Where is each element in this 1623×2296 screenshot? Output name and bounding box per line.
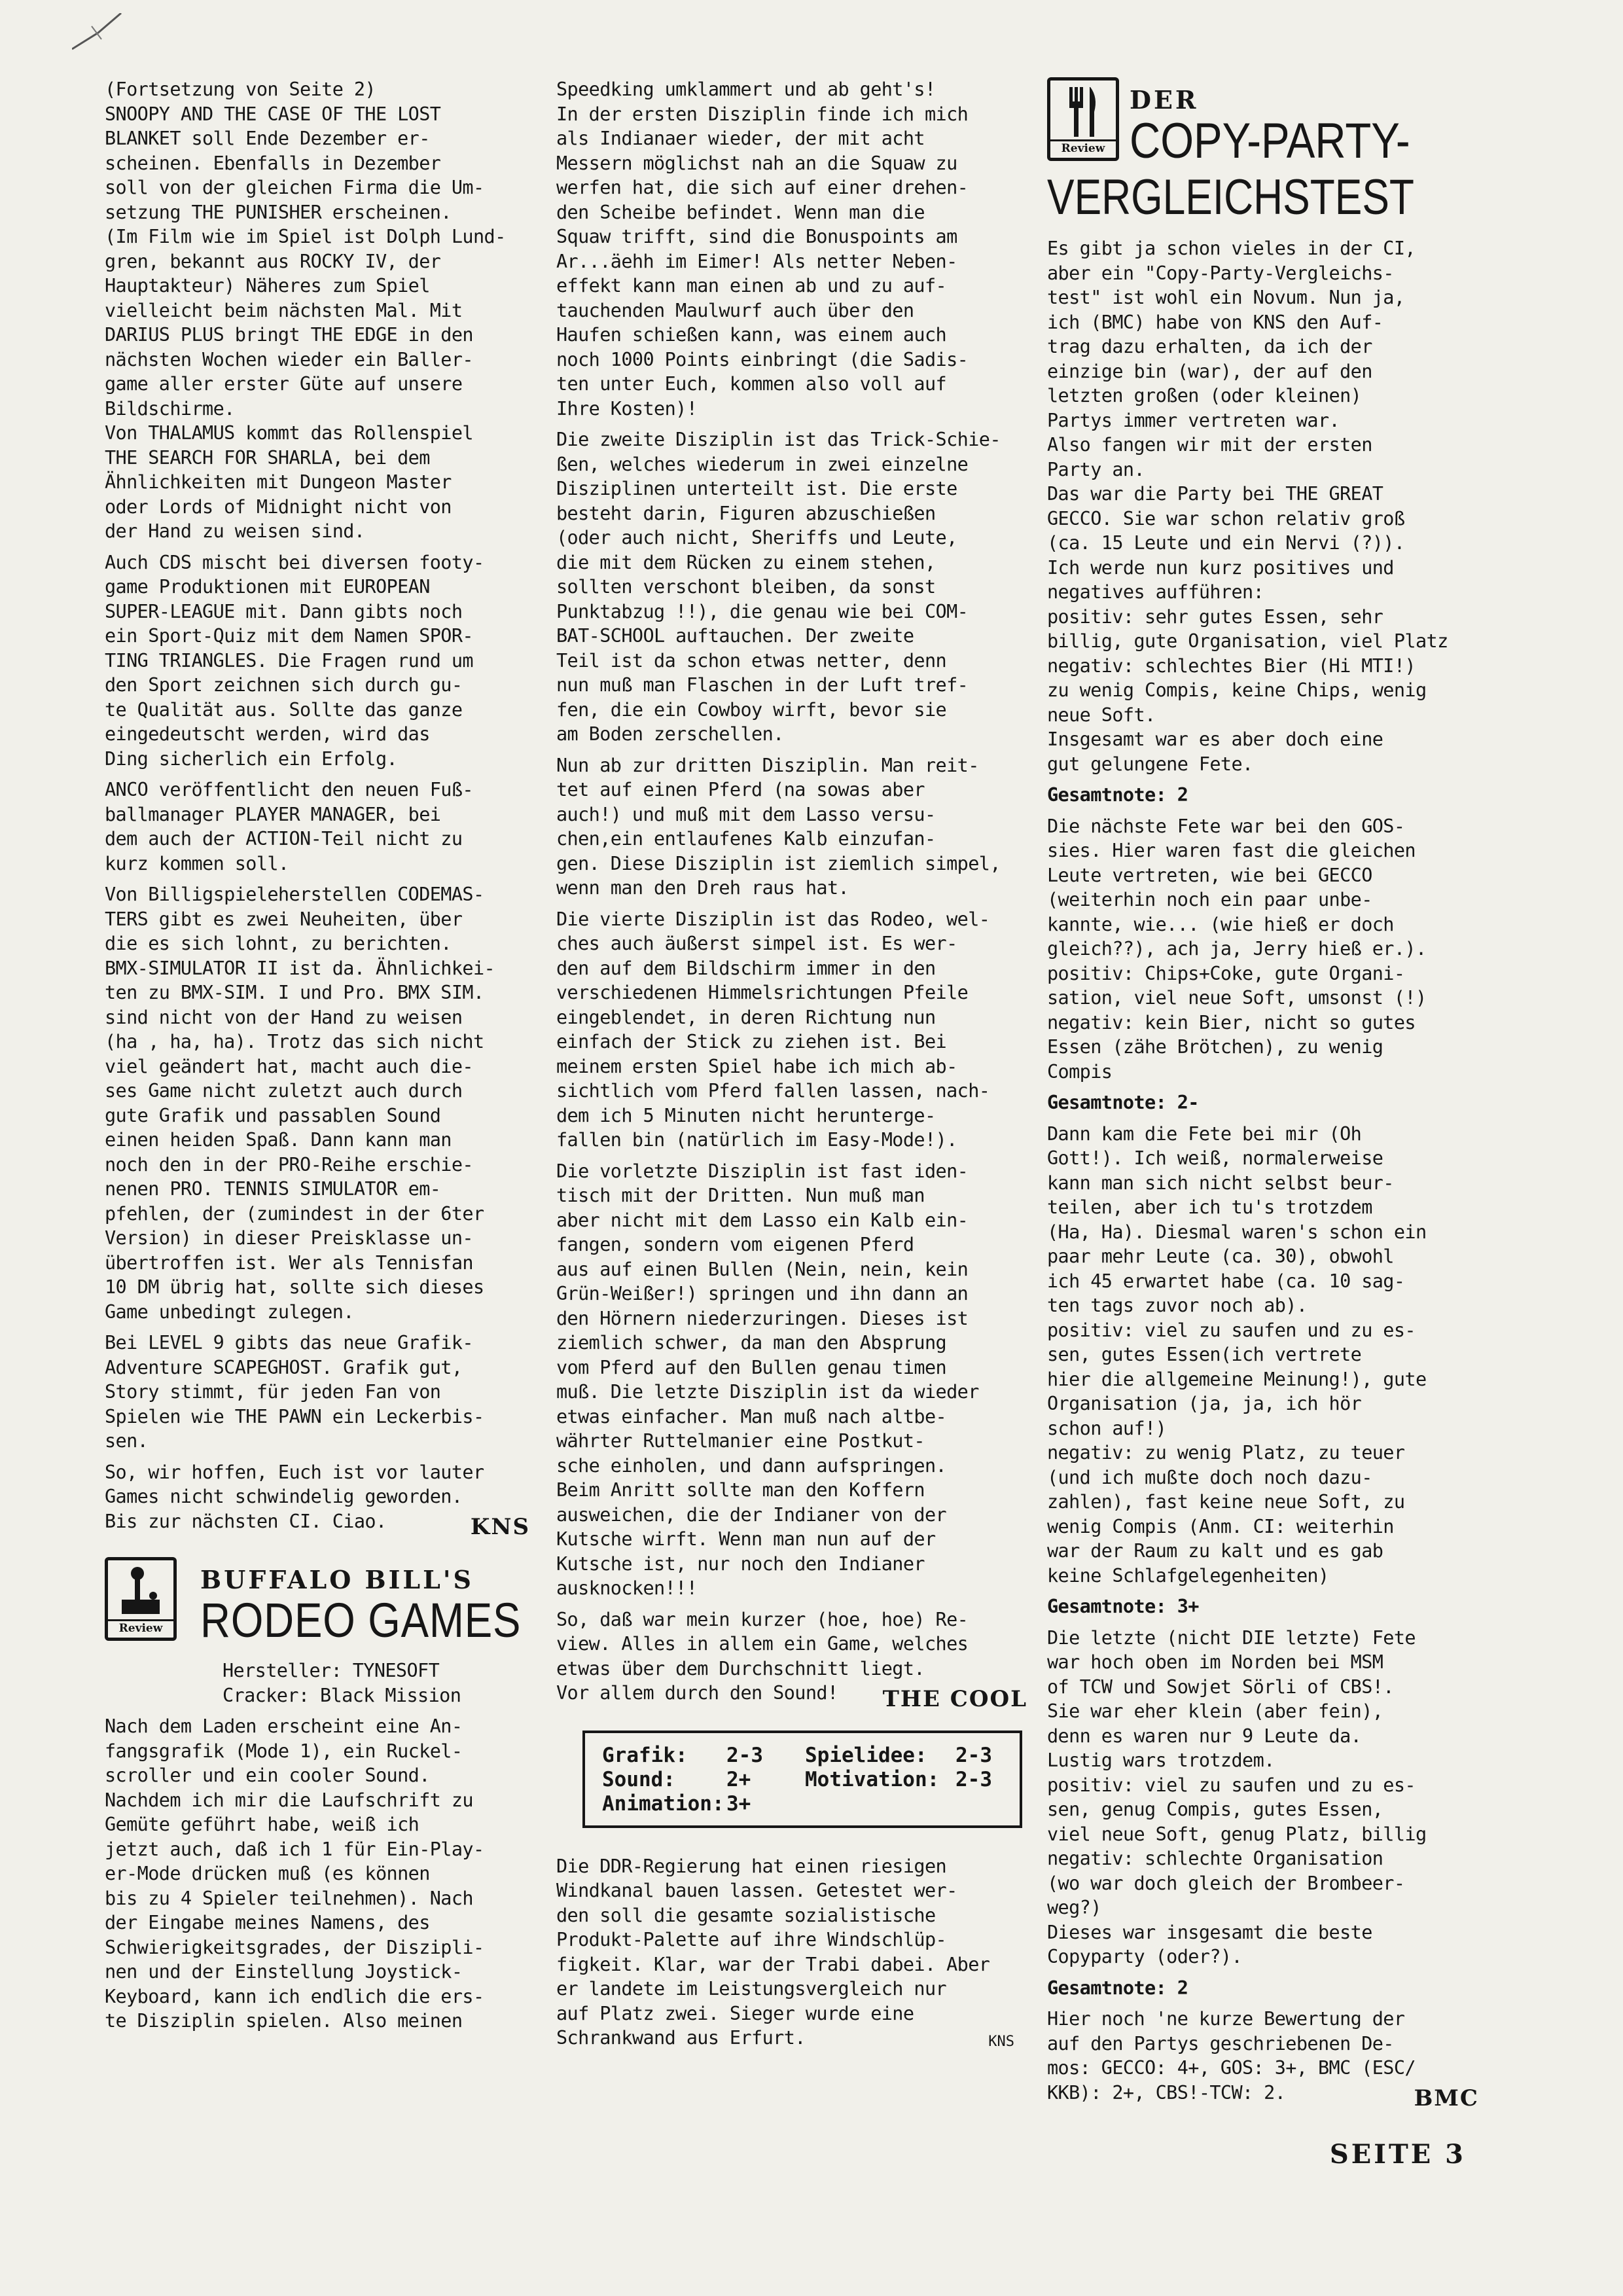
rating-animation-value: 3+ [726, 1791, 751, 1816]
rodeo-discipline-1: Speedking umklammert und ab geht's! In der ersten Disziplin finde ich mich als Indianaer wieder, der mit acht Messern möglichst nah an die Squaw zu werfen hat, die sich auf einer drehen- den Scheibe befindet. Wenn man die Squaw trifft, sind die Bonuspoints am Ar...äehh im Eimer! Als netter Neben- effekt kann man einen ab und zu auf- tauchenden Maulwurf auch über den Haufen schießen kann, was einem auch noch 1000 Points einbringt (die Sadis- ten unter Euch, kommen also voll auf Ihre Kosten)! [556, 79, 969, 420]
news-anco-text: ANCO veröffentlicht den neuen Fuß- ballmanager PLAYER MANAGER, bei dem auch der ACTION-Teil nicht zu kurz kommen soll. [105, 779, 473, 874]
rating-sound-value: 2+ [726, 1767, 751, 1791]
rodeo-review-header [105, 1557, 530, 1647]
rating-sound-label: Sound: [602, 1767, 675, 1791]
party-msm-text: Die letzte (nicht DIE letzte) Fete war hoch oben im Norden bei MSM of TCW und Sowjet Sörli of CBS!. Sie war eher klein (aber fein), denn es waren nur 9 Leute da. Lustig wars trotzdem. positiv: viel zu saufen und zu es- sen, genug Compis, gutes Essen, viel neue Soft, genug Platz, billig negativ: schlechte Organisation (wo war doch gleich der Brombeer- weg?) Dieses war insgesamt die beste Copyparty (oder?). [1047, 1626, 1427, 1967]
rating-motivation-value: 2-3 [955, 1767, 992, 1791]
signature-the-cool: THE COOL [882, 1685, 1027, 1712]
party-gos-text: Die nächste Fete war bei den GOS- sies. Hier waren fast die gleichen Leute vertreten, wie bei GECCO (weiterhin noch ein paar unbe- kannte, wie... (wie hieß er doch gleich??), ach ja, Jerry hieß er.). positiv: Chips+Coke, gute Organi- sation, viel neue Soft, umsonst (!) negativ: kein Bier, nicht so gutes Essen (zähe Brötchen), zu wenig Compis [1047, 815, 1427, 1083]
rodeo-title-block [200, 1557, 573, 1647]
news-thalamus-text: (Fortsetzung von Seite 2) SNOOPY AND THE CASE OF THE LOST BLANKET soll Ende Dezember er- scheinen. Ebenfalls in Dezember soll von der gleichen Firma die Um- setzung THE PUNISHER erscheinen. (Im Film wie im Spiel ist Dolph Lund- gren, bekannt aus ROCKY IV, der Hauptakteur) Näheres zum Spiel vielleicht beim nächsten Mal. Mit DARIUS PLUS bringt THE EDGE in den nächsten Wochen wieder ein Baller- game aller erster Güte auf unsere Bildschirme. Von THALAMUS kommt das Rollenspiel THE SEARCH FOR SHARLA, bei dem Ähnlichkeiten mit Dungeon Master oder Lords of Midnight nicht von der Hand zu weisen sind. [105, 79, 506, 542]
joystick-icon [118, 1564, 164, 1619]
copy-party-title-line1: COPY-PARTY- [1130, 113, 1410, 169]
rodeo-discipline-3: Nun ab zur dritten Disziplin. Man reit- tet auf einen Pferd (na sowas aber auch!) und muß mit dem Lasso versu- chen,ein entlaufenes Kalb einzufan- gen. Diese Disziplin ist ziemlich simpel, wenn man den Dreh raus hat. [556, 754, 1001, 899]
rating-spielidee-value: 2-3 [955, 1743, 992, 1767]
column-right [1047, 77, 1479, 2128]
party-gecco-text: Es gibt ja schon vieles in der CI, aber ein "Copy-Party-Vergleichs- test" ist wohl ein Novum. Nun ja, ich (BMC) habe von KNS den Auf- trag dazu erhalten, da ich der einzige bin (war), der auf den letzten großen (oder kleinen) Partys immer vertreten war. Also fangen wir mit der ersten Party an. Das war die Party bei THE GREAT GECCO. Sie war schon relativ groß (ca. 15 Leute und ein Nervi (?)). Ich werde nun kurz positives und negatives aufführen: positiv: sehr gutes Essen, sehr billig, gute Organisation, viel Platz negativ: schlechtes Bier (Hi MTI!) zu wenig Compis, keine Chips, wenig neue Soft. Insgesamt war es aber doch eine gut gelungene Fete. [1047, 238, 1448, 775]
review-joystick-logo [105, 1557, 177, 1641]
rating-motivation-label: Motivation: [805, 1767, 940, 1791]
rating-grafik-value: 2-3 [726, 1743, 763, 1767]
rating-animation-label: Animation: [602, 1791, 724, 1816]
rodeo-kicker: BUFFALO BILL'S [200, 1565, 474, 1594]
grade-gecco: Gesamtnote: 2 [1047, 784, 1188, 806]
page-number: SEITE 3 [1329, 2139, 1466, 2170]
signature-bmc: BMC [1414, 2085, 1479, 2111]
grade-msm: Gesamtnote: 2 [1047, 1977, 1188, 1999]
ratings-row [602, 1792, 1003, 1816]
ratings-box [582, 1731, 1022, 1828]
review-cutlery-logo [1047, 77, 1119, 161]
rating-grafik-label: Grafik: [602, 1743, 688, 1767]
rodeo-review-text: Nach dem Laden erscheint eine An- fangsgrafik (Mode 1), ein Ruckel- scroller und ein cooler Sound. Nachdem ich mir die Laufschrift zu Gemüte geführt habe, weiß ich jetzt auch, daß ich 1 für Ein-Play- er-Mode drücken muß (es können bis zu 4 Spieler teilnehmen). Nach der Eingabe meines Namens, des Schwierigkeitsgrades, der Diszipli- nen und der Einstellung Joystick- Keyboard, kann ich endlich die ers- te Disziplin spielen. Also meinen [105, 1715, 484, 2032]
party-bmc-text: Dann kam die Fete bei mir (Oh Gott!). Ich weiß, normalerweise kann man sich nicht selbst beur- teilen, aber ich tu's trotzdem (Ha, Ha). Diesmal waren's schon ein paar mehr Leute (ca. 30), obwohl ich 45 erwartet habe (ca. 10 sag- ten tags zuvor noch ab). positiv: viel zu saufen und zu es- sen, gutes Essen(ich vertrete hier die allgemeine Meinung!), gute Organisation (ja, ja, ich hör schon auf!) negativ: zu wenig Platz, zu teuer (und ich mußte doch noch dazu- zahlen), fast keine neue Soft, zu wenig Compis (Anm. CI: weiterhin war der Raum zu kalt und es gab keine Schlafgelegenheiten) [1047, 1122, 1427, 1587]
ratings-row [602, 1768, 1003, 1792]
grade-bmc: Gesamtnote: 3+ [1047, 1596, 1199, 1617]
signature-kns-small: KNS [988, 2033, 1014, 2050]
cutlery-icon [1060, 84, 1106, 139]
rodeo-title: RODEO GAMES [200, 1593, 522, 1647]
news-closing-text: So, wir hoffen, Euch ist vor lauter Games nicht schwindelig geworden. Bis zur nächsten CI. Ciao. [105, 1461, 484, 1532]
news-cds-text: Auch CDS mischt bei diversen footy- game Produktionen mit EUROPEAN SUPER-LEAGUE mit. Dann gibts noch ein Sport-Quiz mit dem Namen SPOR- TING TRIANGLES. Die Fragen rund um den Sport zeichnen sich durch gu- te Qualität aus. Sollte das ganze eingedeutscht werden, wird das Ding sicherlich ein Erfolg. [105, 551, 484, 770]
news-level9-text: Bei LEVEL 9 gibts das neue Grafik- Adventure SCAPEGHOST. Grafik gut, Story stimmt, für jeden Fan von Spielen wie THE PAWN ein Leckerbis- sen. [105, 1332, 484, 1452]
column-middle [556, 77, 1027, 2050]
demo-ratings-text: Hier noch 'ne kurze Bewertung der auf den Partys geschriebenen De- mos: GECCO: 4+, GOS: 3+, BMC (ESC/ KKB): 2+, CBS!-TCW: 2. [1047, 2008, 1416, 2104]
rodeo-credits: Hersteller: TYNESOFT Cracker: Black Mission [223, 1660, 461, 1706]
rating-spielidee-label: Spielidee: [805, 1743, 927, 1767]
review-label: Review [108, 1619, 173, 1635]
grade-gos: Gesamtnote: 2- [1047, 1092, 1199, 1113]
ddr-joke-text: Die DDR-Regierung hat einen riesigen Windkanal bauen lassen. Getestet wer- den soll die gesamte sozialistische Produkt-Palette auf ihre Windschlüp- figkeit. Klar, war der Trabi dabei. Aber er landete im Leistungsvergleich nur auf Platz zwei. Sieger wurde eine Schrankwand aus Erfurt. [556, 1855, 990, 2049]
review-label: Review [1050, 139, 1116, 155]
news-codemasters-text: Von Billigspieleherstellen CODEMAS- TERS gibt es zwei Neuheiten, über die es sich lohnt, zu berichten. BMX-SIMULATOR II ist da. Ähnlichkei- ten zu BMX-SIM. I und Pro. BMX SIM. sind nicht von der Hand zu weisen (ha , ha, ha). Trotz das sich nicht viel geändert hat, macht auch die- ses Game nicht zuletzt auch durch gute Grafik und passablen Sound einen heiden Spaß. Dann kann man noch den in der PRO-Reihe erschie- nenen PRO. TENNIS SIMULATOR em- pfehlen, der (zumindest in der 6ter Version) in dieser Preisklasse un- übertroffen ist. Wer als Tennisfan 10 DM übrig hat, sollte sich dieses Game unbedingt zulegen. [105, 884, 495, 1323]
rodeo-discipline-5: Die vorletzte Disziplin ist fast iden- tisch mit der Dritten. Nun muß man aber nicht mit dem Lasso ein Kalb ein- fangen, sondern vom eigenen Pferd aus auf einen Bullen (Nein, nein, kein Grün-Weißer!) springen und ihn dann an den Hörnern niederzuringen. Dieses ist ziemlich schwer, da man den Absprung vom Pferd auf den Bullen genau timen muß. Die letzte Disziplin ist da wieder etwas einfacher. Man muß nach altbe- währter Ruttelmanier eine Postkut- sche einholen, und dann aufspringen. Beim Anritt sollte man den Koffern ausweichen, die der Indianer von der Kutsche wirft. Wenn man nun auf der Kutsche ist, nur noch den Indianer ausknocken!!! [556, 1160, 979, 1599]
signature-kns: KNS [470, 1514, 530, 1540]
rodeo-discipline-4: Die vierte Disziplin ist das Rodeo, wel- ches auch äußerst simpel ist. Es wer- den auf dem Bildschirm immer in den verschiedenen Himmelsrichtungen Pfeile eingeblendet, in deren Richtung nun einfach der Stick zu ziehen ist. Bei meinem ersten Spiel habe ich mich ab- sichtlich vom Pferd fallen lassen, nach- dem ich 5 Minuten nicht herunterge- fallen bin (natürlich im Easy-Mode!). [556, 908, 990, 1151]
copy-party-title-block [1130, 77, 1455, 168]
ratings-row [602, 1744, 1003, 1768]
rodeo-conclusion: So, daß war mein kurzer (hoe, hoe) Re- view. Alles in allem ein Game, welches etwas über dem Durchschnitt liegt. Vor allem durch den Sound! [556, 1608, 969, 1704]
folded-corner-mark [72, 13, 124, 52]
copy-party-header [1047, 77, 1479, 168]
rodeo-discipline-2: Die zweite Disziplin ist das Trick-Schie- ßen, welches wiederum in zwei einzelne Disziplinen unterteilt ist. Die erste besteht darin, Figuren abzuschießen (oder auch nicht, Sheriffs und Leute, die mit dem Rücken zu einem stehen, sollten verschont bleiben, da sonst Punktabzug !!), die genau wie bei COM- BAT-SCHOOL auftauchen. Der zweite Teil ist da schon etwas netter, denn nun muß man Flaschen in der Luft tref- fen, die ein Cowboy wirft, bevor sie am Boden zerschellen. [556, 429, 1001, 745]
copy-party-kicker: DER [1130, 85, 1199, 115]
copy-party-title-line2: VERGLEICHSTEST [1047, 170, 1415, 225]
column-left [105, 77, 530, 2040]
